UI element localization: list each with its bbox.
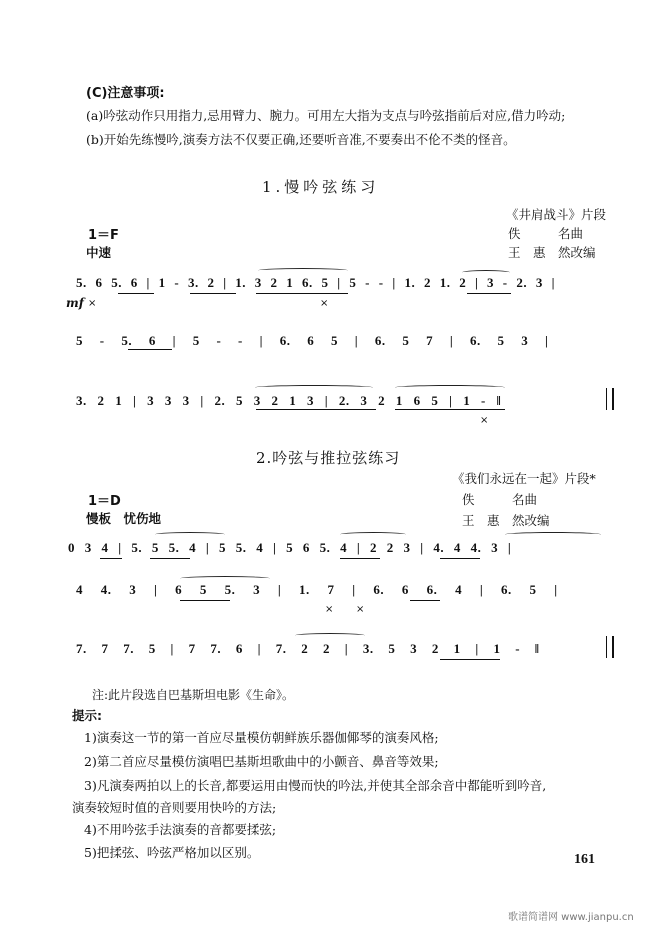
exercise2-arranger: 王 惠 然改编 (462, 513, 550, 528)
slur-mark (295, 633, 365, 638)
vibrato-mark: × (480, 415, 489, 426)
dynamic-mark: mf (66, 296, 84, 310)
slur-mark (258, 268, 348, 273)
exercise2-line-1: 0 3 4 | 5. 5 5. 4 | 5 5. 4 | 5 6 5. 4 | 2 2 3 | 4. 4 4. 3 | (68, 540, 512, 555)
exercise1-title: 1.慢吟弦练习 (262, 178, 380, 196)
underline-mark (128, 349, 172, 350)
underline-mark (440, 558, 480, 559)
note-item-b: (b)开始先练慢吟,演奏方法不仅要正确,还要听音准,不要奏出不伦不类的怪音。 (86, 132, 516, 147)
slur-mark (180, 576, 270, 581)
exercise2-line-2: 4 4. 3 | 6 5 5. 3 | 1. 7 | 6. 6 6. 4 | 6. 5 | (76, 582, 558, 597)
page-number: 161 (574, 852, 595, 867)
exercise1-line-2: 5 - 5. 6 | 5 - - | 6. 6 5 | 6. 5 7 | 6. 5 3 | (76, 333, 549, 348)
underline-mark (395, 409, 505, 410)
tip-item-2: 2)第二首应尽量模仿演唱巴基斯坦歌曲中的小颤音、鼻音等效果; (84, 754, 439, 769)
tip-item-3: 3)凡演奏两拍以上的长音,都要运用由慢而快的吟法,并使其全部余音中都能听到吟音, (84, 778, 547, 793)
slur-mark (155, 532, 225, 537)
vibrato-mark: × (88, 298, 97, 309)
note-item-a: (a)吟弦动作只用指力,忌用臂力、腕力。可用左大指为支点与吟弦指前后对应,借力吟动; (86, 108, 566, 123)
exercise2-composer: 佚 名曲 (462, 492, 538, 507)
tip-item-1: 1)演奏这一节的第一首应尽量模仿朝鲜族乐器伽倻琴的演奏风格; (84, 730, 439, 745)
underline-mark (340, 558, 380, 559)
exercise1-arranger: 王 惠 然改编 (508, 245, 596, 260)
underline-mark (256, 293, 348, 294)
exercise2-source: 《我们永远在一起》片段* (452, 471, 596, 486)
tips-heading: 提示: (72, 708, 102, 723)
exercise1-source: 《井肩战斗》片段 (506, 207, 607, 222)
underline-mark (467, 293, 511, 294)
exercise2-key: 1＝D (88, 494, 121, 509)
underline-mark (100, 558, 122, 559)
tip-item-5: 5)把揉弦、吟弦严格加以区别。 (84, 845, 260, 860)
slur-mark (462, 270, 510, 275)
exercise1-tempo: 中速 (86, 245, 112, 260)
underline-mark (180, 600, 230, 601)
exercise1-key: 1＝F (88, 228, 119, 243)
tip-item-4: 4)不用吟弦手法演奏的音都要揉弦; (84, 822, 277, 837)
exercise1-line-1: 5. 6 5. 6 | 1 - 3. 2 | 1. 3 2 1 6. 5 | 5 - - | 1. 2 1. 2 | 3 - 2. 3 | (76, 275, 555, 290)
underline-mark (440, 659, 500, 660)
vibrato-mark: × (356, 604, 365, 615)
exercise2-footnote: 注:此片段选自巴基斯坦电影《生命》。 (92, 688, 295, 702)
notes-heading: (C)注意事项: (86, 86, 165, 101)
slur-mark (340, 532, 406, 537)
final-barline (606, 636, 614, 658)
exercise2-tempo: 慢板 忧伤地 (86, 511, 162, 526)
underline-mark (118, 293, 154, 294)
exercise1-composer: 佚 名曲 (508, 226, 584, 241)
underline-mark (256, 409, 376, 410)
underline-mark (190, 293, 236, 294)
slur-mark (395, 385, 505, 390)
exercise2-title: 2.吟弦与推拉弦练习 (256, 449, 401, 467)
underline-mark (150, 558, 190, 559)
underline-mark (410, 600, 440, 601)
final-barline (606, 388, 614, 410)
tip-item-3-cont: 演奏较短时值的音则要用快吟的方法; (72, 800, 277, 815)
vibrato-mark: × (320, 298, 329, 309)
exercise1-line-3: 3. 2 1 | 3 3 3 | 2. 5 3 2 1 3 | 2. 3 2 1 6 5 | 1 - ‖ (76, 393, 502, 408)
vibrato-mark: × (325, 604, 334, 615)
slur-mark (255, 385, 373, 390)
watermark: 歌谱简谱网 www.jianpu.cn (508, 912, 634, 923)
slur-mark (505, 532, 601, 537)
exercise2-line-3: 7. 7 7. 5 | 7 7. 6 | 7. 2 2 | 3. 5 3 2 1 | 1 - ‖ (76, 641, 540, 656)
